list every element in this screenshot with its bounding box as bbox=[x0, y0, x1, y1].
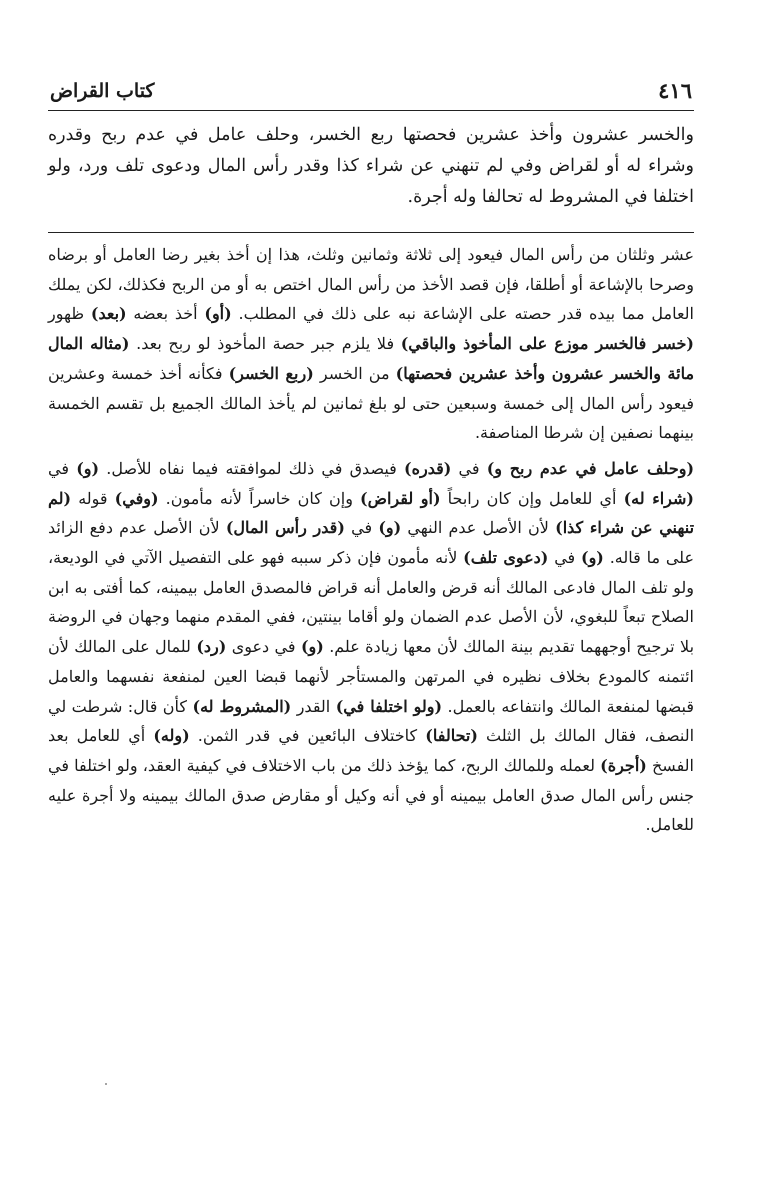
commentary-text: في bbox=[451, 458, 487, 478]
page-number: ٤١٦ bbox=[658, 78, 692, 103]
commentary-text: قوله bbox=[71, 488, 115, 508]
bold-matn-quote: (أجرة) bbox=[600, 755, 647, 775]
commentary-text: في bbox=[344, 518, 379, 538]
bold-matn-quote: (و) bbox=[581, 548, 604, 568]
commentary-text: كأن قال: شرطت لي النصف، فقال المالك بل الثلث bbox=[48, 696, 695, 746]
bold-matn-quote: (و) bbox=[378, 518, 402, 538]
commentary-block bbox=[48, 240, 694, 840]
commentary-text: فيصدق في ذلك لموافقته فيما نفاه للأصل. bbox=[99, 458, 405, 478]
commentary-paragraph-1 bbox=[48, 240, 694, 448]
bold-matn-quote: (وله) bbox=[153, 726, 190, 746]
bold-matn-quote: (بعد) bbox=[90, 304, 127, 324]
bold-matn-quote: (ولو اختلفا في) bbox=[335, 696, 443, 716]
bold-matn-quote: (وحلف عامل في عدم ربح و) bbox=[486, 458, 695, 478]
bold-matn-quote: (المشروط له) bbox=[192, 696, 292, 716]
commentary-text: لأن الأصل عدم النهي bbox=[401, 518, 556, 538]
commentary-text: فكأنه أخذ خمسة وعشرين فيعود رأس المال إلى خمسة وسبعين حتى لو بلغ ثمانين لم يأخذ المالك الجميع بل تقسم الخمسة بينهما نصفين إن شرطا المناصفة. bbox=[48, 363, 694, 443]
commentary-text: كاختلاف البائعين في قدر الثمن. bbox=[189, 726, 426, 746]
page-header bbox=[48, 74, 694, 111]
commentary-text: أخذ بعضه bbox=[126, 304, 205, 324]
bold-matn-quote: (تحالفا) bbox=[425, 726, 478, 746]
bold-matn-quote: (وفي) bbox=[114, 488, 159, 508]
bold-matn-quote: (و) bbox=[300, 637, 324, 657]
bold-matn-quote: (لم تنهني عن شراء كذا) bbox=[48, 488, 695, 538]
bold-matn-quote: (شراء له) bbox=[623, 488, 694, 508]
commentary-text: ظهور bbox=[48, 304, 91, 324]
main-text: والخسر عشرون وأخذ عشرين فحصتها ربع الخسر، وحلف عامل في عدم ربح وقدره وشراء له أو لقراض وفي لم تنهني عن شراء كذا وقدر رأس المال ودعوى تلف ورد، ولو اختلفا في المشروط له تحالفا وله أجرة. bbox=[48, 125, 694, 207]
commentary-text: عشر وثلثان من رأس المال فيعود إلى ثلاثة وثمانين وثلث، هذا إن أخذ بغير رضا العامل أو برضاه وصرحا بالإشاعة أو أطلقا، فإن قصد الأخذ من رأس المال اختص به أو من الربح فكذلك، لكن يملك العامل مما بيده قدر حصته على الإشاعة نبه على ذلك في المطلب. bbox=[48, 245, 695, 324]
bold-matn-quote: (قدر رأس المال) bbox=[225, 518, 345, 538]
commentary-text: فلا يلزم جبر حصة المأخوذ لو ربح بعد. bbox=[129, 334, 401, 354]
commentary-text: في bbox=[48, 458, 77, 478]
bold-matn-quote: (ربع الخسر) bbox=[228, 363, 314, 383]
commentary-text: أي للعامل وإن كان رابحاً bbox=[440, 488, 624, 508]
commentary-text: في دعوى bbox=[226, 637, 301, 657]
commentary-text: أي للعامل بعد الفسخ bbox=[48, 726, 694, 775]
book-title: كتاب القراض bbox=[50, 80, 155, 102]
commentary-text: لأن الأصل عدم دفع الزائد على ما قاله. bbox=[48, 518, 695, 568]
main-text-block bbox=[48, 120, 694, 213]
text-separator bbox=[48, 232, 694, 233]
bold-matn-quote: (مثاله المال مائة والخسر عشرون وأخذ عشرين فحصتها) bbox=[48, 334, 695, 383]
bold-matn-quote: (خسر فالخسر موزع على المأخوذ والباقي) bbox=[400, 334, 695, 354]
commentary-text: من الخسر bbox=[313, 363, 396, 383]
commentary-text: للمال على المالك لأن ائتمنه كالمودع بخلاف نظيره في المرتهن والمستأجر لأنهما قبضا العين لمنفعة نفسهما والعامل قبضها لمنفعة المالك وانتفاعه بالعمل. bbox=[48, 637, 695, 716]
bold-matn-quote: (أو لقراض) bbox=[360, 488, 441, 508]
bold-matn-quote: (و) bbox=[76, 458, 100, 478]
commentary-text: وإن كان خاسراً لأنه مأمون. bbox=[158, 488, 361, 508]
bold-matn-quote: (قدره) bbox=[404, 458, 452, 478]
commentary-text: لعمله وللمالك الربح، كما يؤخذ ذلك من باب الاختلاف في كيفية العقد، ولو اختلفا في جنس رأس المال صدق العامل بيمينه أو في أنه وكيل أو مقارض صدق المالك بيمينه ولا أجرة عليه للعامل. bbox=[48, 755, 695, 835]
commentary-text: في bbox=[548, 548, 581, 568]
commentary-paragraph-2 bbox=[48, 454, 694, 840]
bold-matn-quote: (رد) bbox=[196, 637, 227, 657]
page-speck bbox=[105, 1083, 107, 1085]
bold-matn-quote: (دعوى تلف) bbox=[463, 548, 549, 568]
commentary-text: القدر bbox=[291, 696, 336, 716]
commentary-text: لأنه مأمون فإن ذكر سببه فهو على التفصيل الآتي في الوديعة، ولو تلف المال فادعى المالك أنه قرض والعامل أنه قراض فالمصدق العامل بيمينه، كما أفتى به ابن الصلاح تبعاً للبغوي، لأن الأصل عدم الضمان ولو أقاما بينتين، ففي المقدم منهما وجهان في الروضة بلا ترجيح أوجههما تقديم بينة المالك لأن معها زيادة علم. bbox=[48, 548, 695, 657]
bold-matn-quote: (أو) bbox=[204, 304, 232, 324]
